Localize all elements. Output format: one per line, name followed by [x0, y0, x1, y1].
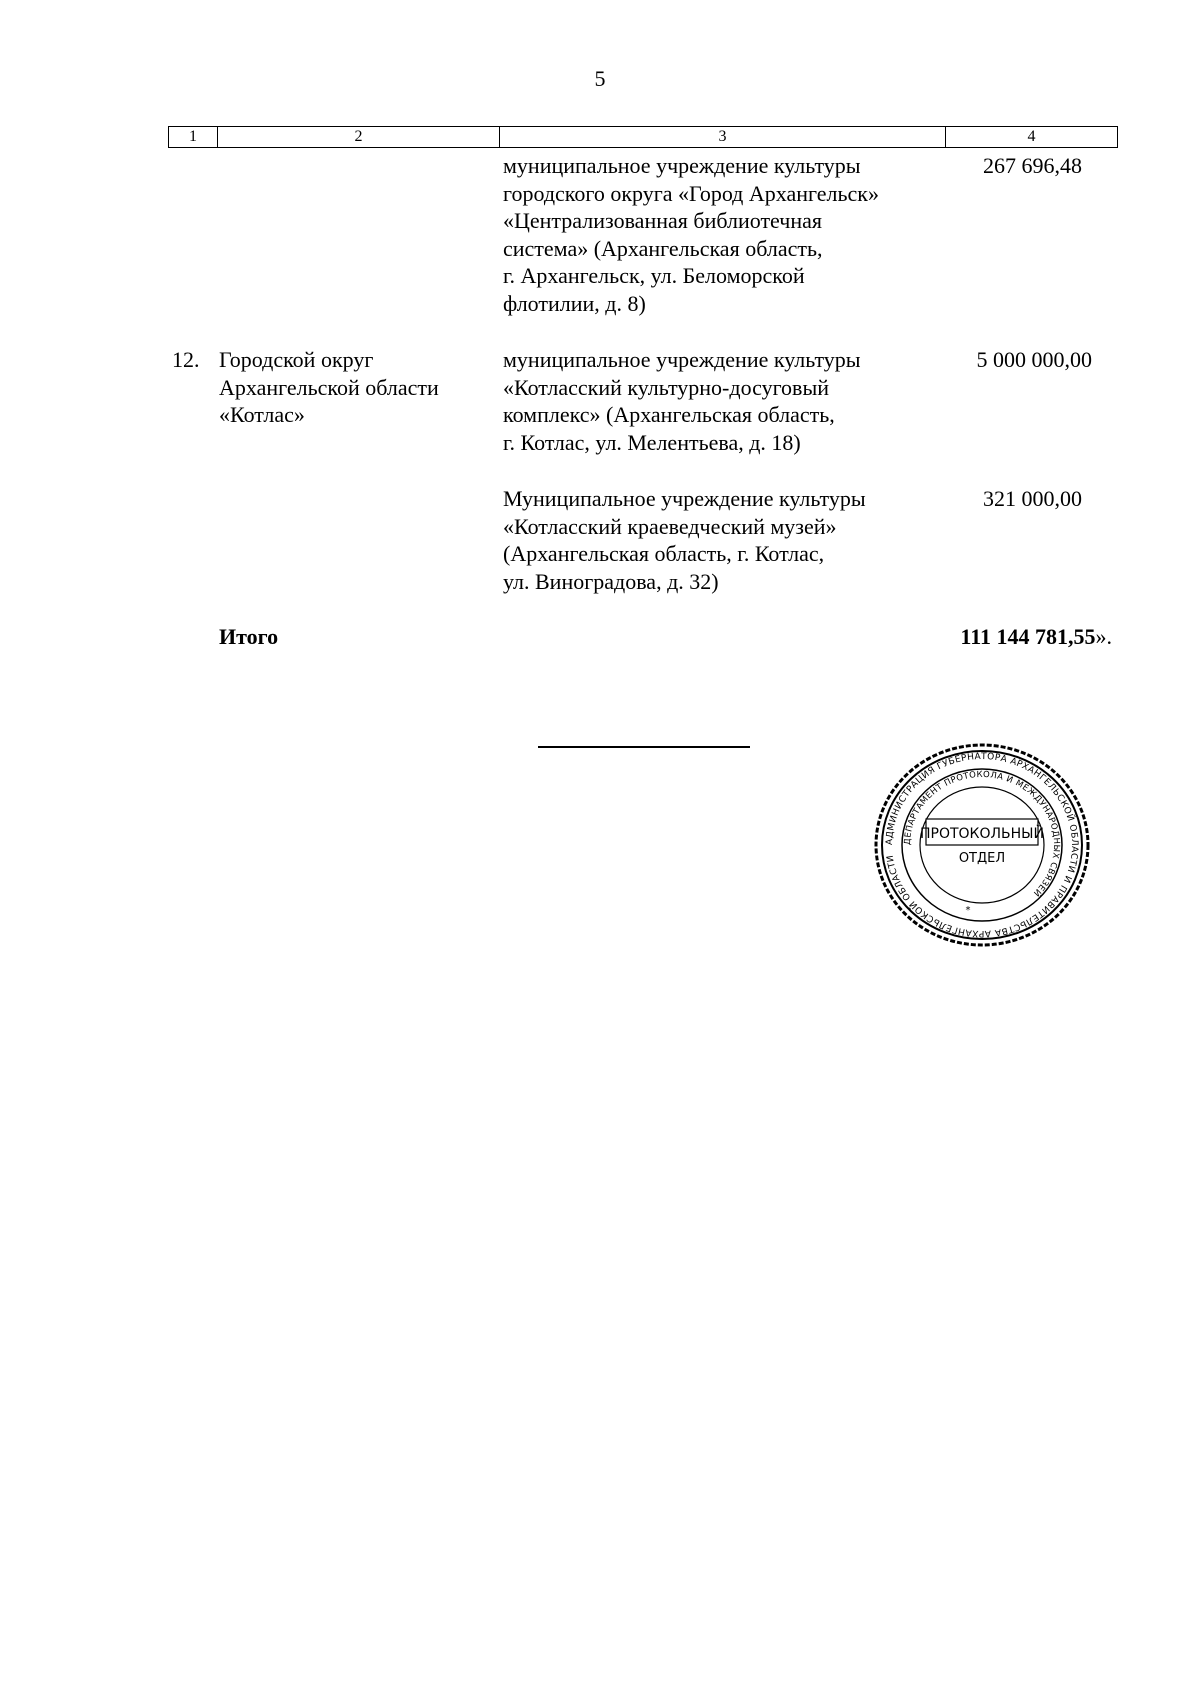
- row-number: 12.: [172, 347, 200, 372]
- municipality-name: Городской округ Архангельской области «Котлас»: [219, 347, 439, 427]
- table-header-row: [168, 126, 1118, 148]
- stamp-center-line1: ПРОТОКОЛЬНЫЙ: [919, 826, 1045, 842]
- header-cell-1: 1: [169, 127, 218, 147]
- total-row: [880, 623, 1112, 651]
- header-cell-4: 4: [1027, 128, 1036, 145]
- amount-value: 267 696,48: [983, 153, 1082, 178]
- stamp-seal-icon: [868, 735, 1096, 955]
- stamp-star-icon: *: [965, 905, 971, 916]
- stamp-inner-text: ДЕПАРТАМЕНТ ПРОТОКОЛА И МЕЖДУНАРОДНЫХ СВЯЗЕЙ: [902, 769, 1062, 899]
- page-number: 5: [594, 66, 606, 91]
- total-amount: 111 144 781,55: [960, 624, 1096, 649]
- institution-name: Муниципальное учреждение культуры «Котласский краеведческий музей» (Архангельская область, г. Котлас, ул. Виноградова, д. 32): [503, 486, 866, 594]
- total-label: Итого: [219, 624, 279, 649]
- header-cell-3: 3: [500, 127, 946, 147]
- official-stamp: [868, 735, 1096, 955]
- amount-value: 5 000 000,00: [976, 347, 1092, 372]
- institution-name: муниципальное учреждение культуры городского округа «Город Архангельск» «Централизованная библиотечная система» (Архангельская область, г. Архангельск, ул. Беломорской флотилии, д. 8): [503, 153, 879, 316]
- institution-name: муниципальное учреждение культуры «Котласский культурно-досуговый комплекс» (Архангельская область, г. Котлас, ул. Мелентьева, д. 18): [503, 347, 861, 455]
- amount-value: 321 000,00: [983, 486, 1082, 511]
- divider-line: [538, 746, 750, 748]
- header-cell-2: 2: [218, 127, 500, 147]
- stamp-outer-text: АДМИНИСТРАЦИЯ ГУБЕРНАТОРА АРХАНГЕЛЬСКОЙ ОБЛАСТИ И ПРАВИТЕЛЬСТВА АРХАНГЕЛЬСКОЙ ОБЛАСТИ: [884, 751, 1080, 939]
- stamp-center-line2: ОТДЕЛ: [958, 851, 1006, 866]
- total-suffix: ».: [1095, 624, 1112, 649]
